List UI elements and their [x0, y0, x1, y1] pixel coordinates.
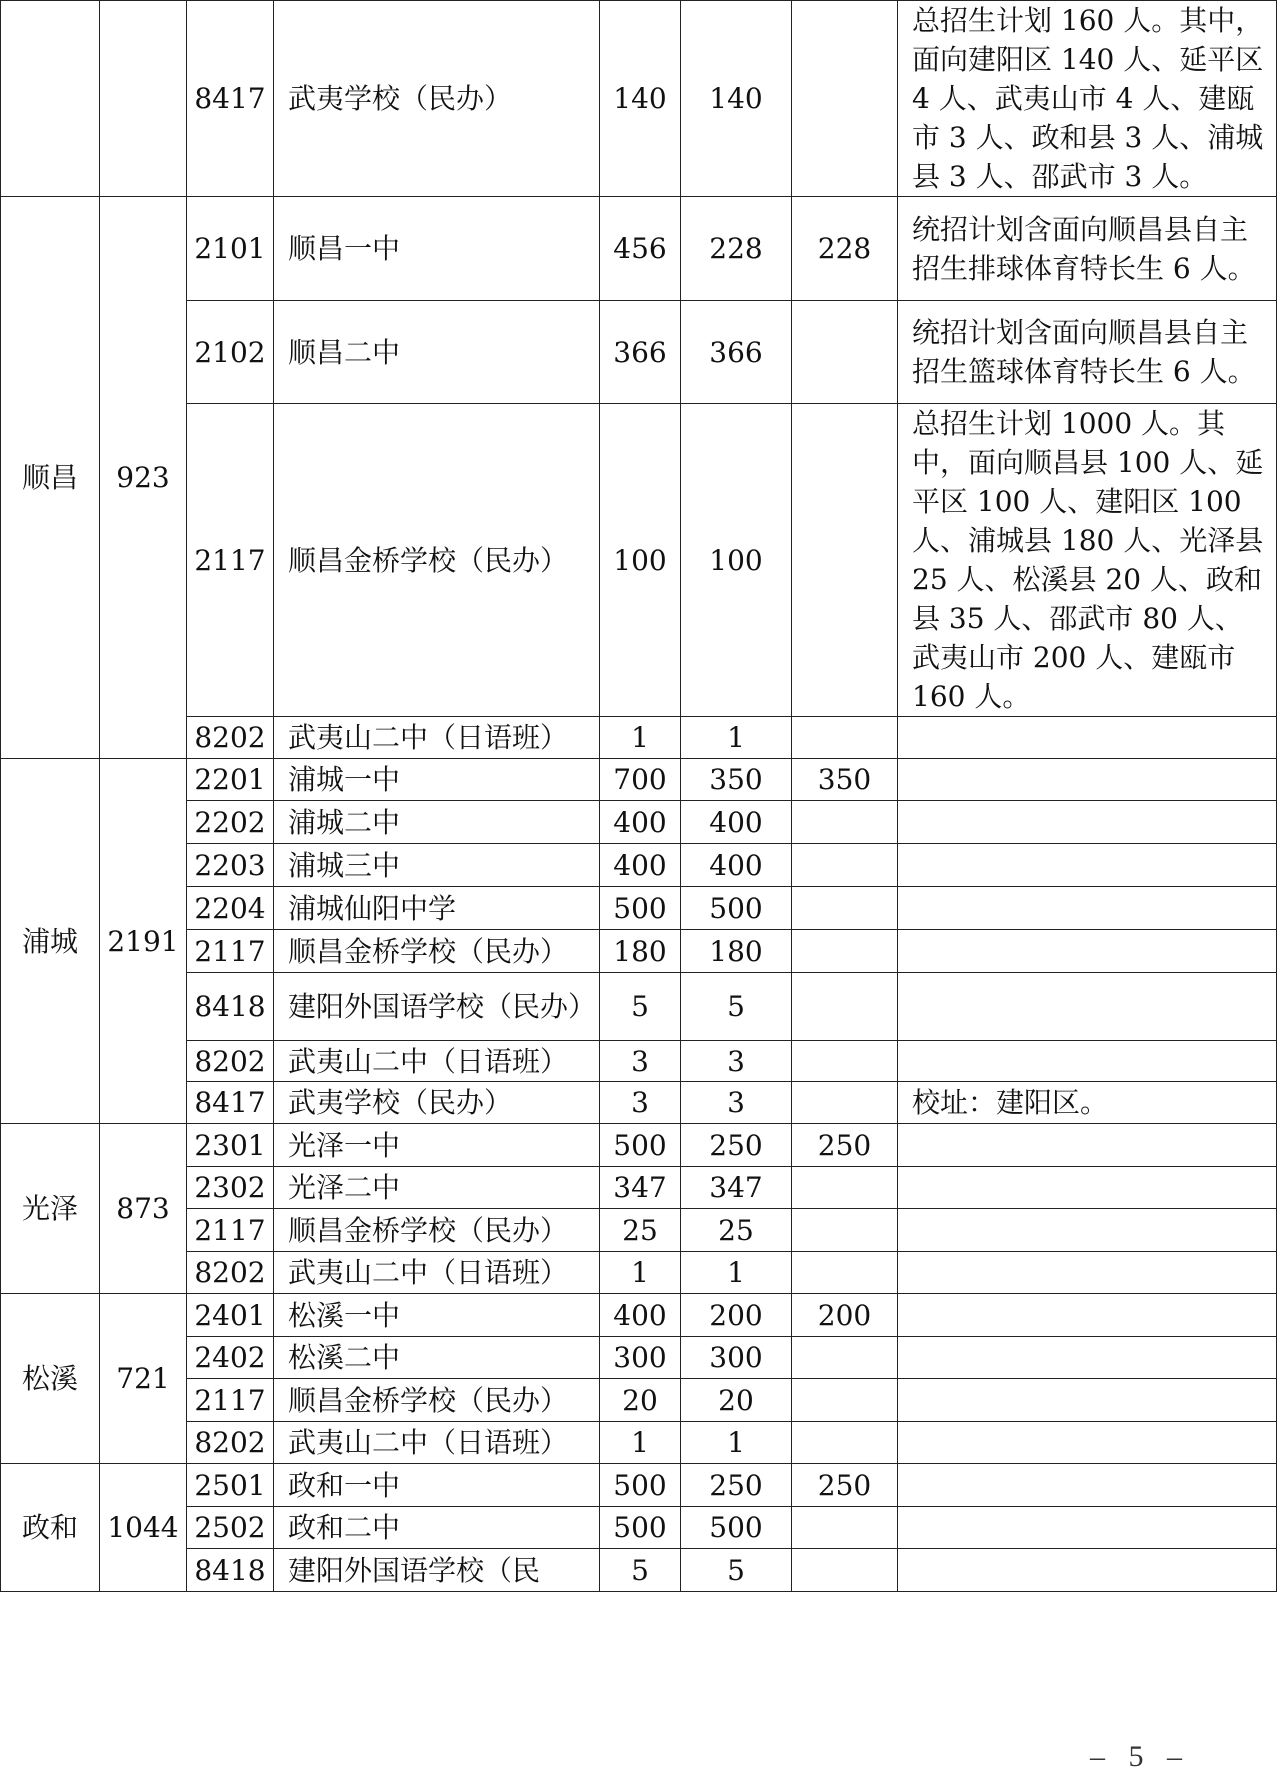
- self-plan: 228: [792, 197, 898, 301]
- note: [898, 1041, 1277, 1082]
- table-row: [1, 1082, 1277, 1124]
- region-name: 浦城: [1, 759, 100, 1124]
- school-code: 8202: [187, 1041, 274, 1082]
- note: 总招生计划 1000 人。其中，面向顺昌县 100 人、延平区 100 人、建阳区 100 人、浦城县 180 人、光泽县 25 人、松溪县 20 人、政和县 35 人、邵武市 80 人、武夷山市 200 人、建瓯市 160 人。: [898, 404, 1277, 717]
- self-plan: [792, 887, 898, 930]
- school-name: 浦城三中: [274, 844, 600, 887]
- total-plan: 500: [600, 1507, 681, 1549]
- self-plan: [792, 404, 898, 717]
- note: [898, 1294, 1277, 1337]
- school-name: 浦城仙阳中学: [274, 887, 600, 930]
- unified-plan: 3: [681, 1082, 792, 1124]
- note: [898, 1464, 1277, 1507]
- table-row: [1, 1124, 1277, 1167]
- unified-plan: 400: [681, 844, 792, 887]
- total-plan: 100: [600, 404, 681, 717]
- school-code: 2302: [187, 1167, 274, 1209]
- note: [898, 1209, 1277, 1252]
- school-name: 建阳外国语学校（民: [274, 1549, 600, 1592]
- unified-plan: 1: [681, 1422, 792, 1464]
- self-plan: [792, 1337, 898, 1379]
- unified-plan: 1: [681, 717, 792, 759]
- table-row: [1, 1041, 1277, 1082]
- school-name: 武夷学校（民办）: [274, 1, 600, 197]
- school-code: 2502: [187, 1507, 274, 1549]
- school-name: 顺昌金桥学校（民办）: [274, 1379, 600, 1422]
- school-code: 2117: [187, 930, 274, 973]
- note: [898, 759, 1277, 801]
- note: [898, 1379, 1277, 1422]
- total-plan: 5: [600, 973, 681, 1041]
- school-name: 光泽二中: [274, 1167, 600, 1209]
- school-name: 武夷山二中（日语班）: [274, 1422, 600, 1464]
- unified-plan: 20: [681, 1379, 792, 1422]
- school-name: 建阳外国语学校（民办）: [274, 973, 600, 1041]
- table-row: [1, 1507, 1277, 1549]
- note: [898, 801, 1277, 844]
- school-name: 浦城二中: [274, 801, 600, 844]
- total-plan: 500: [600, 1124, 681, 1167]
- total-plan: 500: [600, 1464, 681, 1507]
- self-plan: 200: [792, 1294, 898, 1337]
- unified-plan: 228: [681, 197, 792, 301]
- school-code: 2401: [187, 1294, 274, 1337]
- self-plan: [792, 1209, 898, 1252]
- self-plan: [792, 1, 898, 197]
- total-plan: 400: [600, 1294, 681, 1337]
- school-name: 浦城一中: [274, 759, 600, 801]
- school-name: 政和一中: [274, 1464, 600, 1507]
- self-plan: [792, 1422, 898, 1464]
- note: [898, 1124, 1277, 1167]
- note: 统招计划含面向顺昌县自主招生篮球体育特长生 6 人。: [898, 301, 1277, 404]
- unified-plan: 5: [681, 1549, 792, 1592]
- school-code: 8417: [187, 1082, 274, 1124]
- note: [898, 1549, 1277, 1592]
- region-total: 721: [100, 1294, 187, 1464]
- region-cell: [1, 1, 100, 197]
- unified-plan: 347: [681, 1167, 792, 1209]
- region-total-cell: [100, 1, 187, 197]
- unified-plan: 500: [681, 1507, 792, 1549]
- self-plan: [792, 301, 898, 404]
- table-row: [1, 1294, 1277, 1337]
- school-code: 2202: [187, 801, 274, 844]
- total-plan: 700: [600, 759, 681, 801]
- school-name: 顺昌金桥学校（民办）: [274, 404, 600, 717]
- self-plan: [792, 1252, 898, 1294]
- self-plan: [792, 844, 898, 887]
- total-plan: 180: [600, 930, 681, 973]
- unified-plan: 200: [681, 1294, 792, 1337]
- total-plan: 140: [600, 1, 681, 197]
- note: [898, 1252, 1277, 1294]
- unified-plan: 250: [681, 1124, 792, 1167]
- school-name: 武夷山二中（日语班）: [274, 717, 600, 759]
- school-name: 顺昌金桥学校（民办）: [274, 1209, 600, 1252]
- unified-plan: 5: [681, 973, 792, 1041]
- school-code: 8202: [187, 1252, 274, 1294]
- region-total: 2191: [100, 759, 187, 1124]
- unified-plan: 100: [681, 404, 792, 717]
- school-name: 顺昌二中: [274, 301, 600, 404]
- school-name: 顺昌一中: [274, 197, 600, 301]
- table-row: [1, 1422, 1277, 1464]
- school-code: 2117: [187, 404, 274, 717]
- unified-plan: 3: [681, 1041, 792, 1082]
- note: [898, 887, 1277, 930]
- unified-plan: 250: [681, 1464, 792, 1507]
- table-row: [1, 404, 1277, 717]
- total-plan: 3: [600, 1041, 681, 1082]
- note: [898, 1422, 1277, 1464]
- school-name: 武夷山二中（日语班）: [274, 1252, 600, 1294]
- total-plan: 3: [600, 1082, 681, 1124]
- school-code: 2201: [187, 759, 274, 801]
- self-plan: [792, 973, 898, 1041]
- school-code: 8417: [187, 1, 274, 197]
- table-row: [1, 1, 1277, 197]
- note: [898, 973, 1277, 1041]
- table-row: [1, 759, 1277, 801]
- unified-plan: 300: [681, 1337, 792, 1379]
- total-plan: 500: [600, 887, 681, 930]
- school-name: 武夷山二中（日语班）: [274, 1041, 600, 1082]
- self-plan: [792, 717, 898, 759]
- school-code: 2204: [187, 887, 274, 930]
- school-code: 2117: [187, 1379, 274, 1422]
- total-plan: 1: [600, 1422, 681, 1464]
- self-plan: [792, 1082, 898, 1124]
- total-plan: 400: [600, 844, 681, 887]
- unified-plan: 400: [681, 801, 792, 844]
- school-name: 政和二中: [274, 1507, 600, 1549]
- total-plan: 300: [600, 1337, 681, 1379]
- region-name: 政和: [1, 1464, 100, 1592]
- total-plan: 1: [600, 717, 681, 759]
- total-plan: 456: [600, 197, 681, 301]
- region-name: 顺昌: [1, 197, 100, 759]
- unified-plan: 350: [681, 759, 792, 801]
- table-row: [1, 301, 1277, 404]
- table-row: [1, 844, 1277, 887]
- self-plan: [792, 1507, 898, 1549]
- region-name: 松溪: [1, 1294, 100, 1464]
- school-code: 2301: [187, 1124, 274, 1167]
- table-row: [1, 801, 1277, 844]
- school-code: 8202: [187, 717, 274, 759]
- table-row: [1, 973, 1277, 1041]
- table-row: [1, 1209, 1277, 1252]
- note: 总招生计划 160 人。其中，面向建阳区 140 人、延平区 4 人、武夷山市 4 人、建瓯市 3 人、政和县 3 人、浦城县 3 人、邵武市 3 人。: [898, 1, 1277, 197]
- table-row: [1, 930, 1277, 973]
- self-plan: [792, 1549, 898, 1592]
- school-name: 顺昌金桥学校（民办）: [274, 930, 600, 973]
- school-code: 8202: [187, 1422, 274, 1464]
- self-plan: [792, 930, 898, 973]
- note: [898, 717, 1277, 759]
- page-number: – 5 –: [1090, 1740, 1190, 1773]
- region-total: 873: [100, 1124, 187, 1294]
- note: [898, 1507, 1277, 1549]
- school-code: 8418: [187, 973, 274, 1041]
- total-plan: 1: [600, 1252, 681, 1294]
- note: [898, 844, 1277, 887]
- unified-plan: 140: [681, 1, 792, 197]
- table-row: [1, 887, 1277, 930]
- school-code: 8418: [187, 1549, 274, 1592]
- unified-plan: 500: [681, 887, 792, 930]
- region-total: 1044: [100, 1464, 187, 1592]
- total-plan: 366: [600, 301, 681, 404]
- unified-plan: 1: [681, 1252, 792, 1294]
- self-plan: 250: [792, 1124, 898, 1167]
- unified-plan: 180: [681, 930, 792, 973]
- region-total: 923: [100, 197, 187, 759]
- school-code: 2501: [187, 1464, 274, 1507]
- total-plan: 400: [600, 801, 681, 844]
- table-row: [1, 1337, 1277, 1379]
- table-row: [1, 1167, 1277, 1209]
- school-name: 松溪一中: [274, 1294, 600, 1337]
- self-plan: [792, 1167, 898, 1209]
- self-plan: [792, 801, 898, 844]
- table-row: [1, 717, 1277, 759]
- note: [898, 1167, 1277, 1209]
- total-plan: 5: [600, 1549, 681, 1592]
- table-row: [1, 1379, 1277, 1422]
- note: [898, 930, 1277, 973]
- self-plan: [792, 1379, 898, 1422]
- school-code: 2102: [187, 301, 274, 404]
- school-name: 松溪二中: [274, 1337, 600, 1379]
- table-row: [1, 1464, 1277, 1507]
- school-code: 2203: [187, 844, 274, 887]
- unified-plan: 366: [681, 301, 792, 404]
- school-code: 2117: [187, 1209, 274, 1252]
- school-code: 2402: [187, 1337, 274, 1379]
- self-plan: 250: [792, 1464, 898, 1507]
- table-row: [1, 1252, 1277, 1294]
- note: [898, 1337, 1277, 1379]
- school-code: 2101: [187, 197, 274, 301]
- self-plan: 350: [792, 759, 898, 801]
- total-plan: 347: [600, 1167, 681, 1209]
- total-plan: 25: [600, 1209, 681, 1252]
- self-plan: [792, 1041, 898, 1082]
- note: 统招计划含面向顺昌县自主招生排球体育特长生 6 人。: [898, 197, 1277, 301]
- unified-plan: 25: [681, 1209, 792, 1252]
- total-plan: 20: [600, 1379, 681, 1422]
- note: 校址：建阳区。: [898, 1082, 1277, 1124]
- region-name: 光泽: [1, 1124, 100, 1294]
- school-name: 光泽一中: [274, 1124, 600, 1167]
- school-name: 武夷学校（民办）: [274, 1082, 600, 1124]
- table-row: [1, 197, 1277, 301]
- table-row: [1, 1549, 1277, 1592]
